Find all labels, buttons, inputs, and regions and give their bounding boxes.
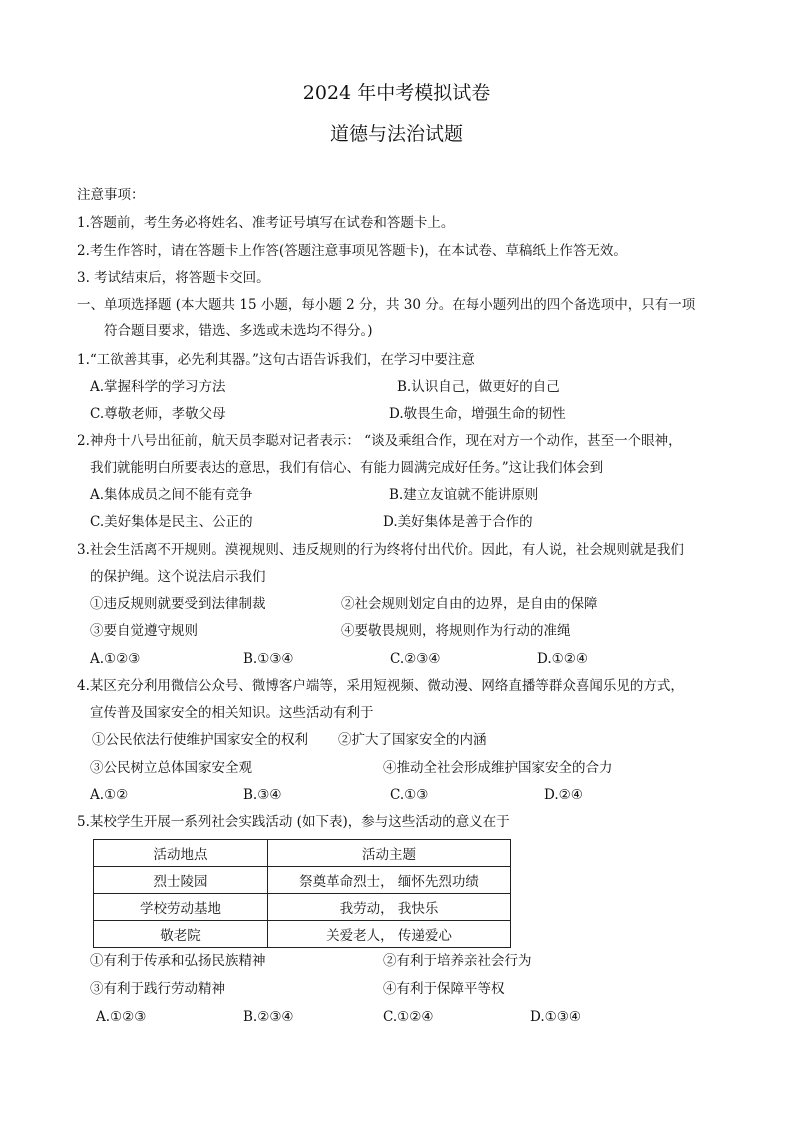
q3-option-c: C.②③④ (390, 651, 441, 667)
note-item-1: 1.答题前，考生务必将姓名、准考证号填写在试卷和答题卡上。 (77, 215, 455, 231)
q3-option-a: A.①②③ (90, 651, 141, 667)
table-cell: 学校劳动基地 (94, 894, 268, 921)
q5-option-d: D.①③④ (530, 1009, 581, 1025)
table-cell: 我劳动， 我快乐 (268, 894, 511, 921)
q3-statement-3: ③要自觉遵守规则 (90, 623, 198, 639)
q3-statement-2: ②社会规则划定自由的边界，是自由的保障 (341, 596, 598, 612)
q4-option-d: D.②④ (544, 787, 583, 803)
q2-option-d: D.美好集体是善于合作的 (383, 514, 533, 530)
q5-statement-2: ②有利于培养亲社会行为 (383, 953, 532, 969)
q1-option-d: D.敬畏生命，增强生命的韧性 (389, 406, 566, 422)
activity-table (93, 839, 511, 948)
q2-stem-line2: 我们就能明白所要表达的意思，我们有信心、有能力圆满完成好任务。”这让我们体会到 (90, 460, 604, 476)
table-cell: 关爱老人， 传递爱心 (268, 921, 511, 948)
note-item-2: 2.考生作答时，请在答题卡上作答(答题注意事项见答题卡)，在本试卷、草稿纸上作答无效。 (77, 243, 627, 259)
table-header-cell: 活动地点 (94, 840, 268, 867)
note-item-3: 3. 考试结束后，将答题卡交回。 (77, 270, 270, 286)
q5-option-b: B.②③④ (243, 1009, 294, 1025)
q4-statement-3: ③公民树立总体国家安全观 (90, 760, 252, 776)
table-cell: 祭奠革命烈士， 缅怀先烈功绩 (268, 867, 511, 894)
q1-option-a: A.掌握科学的学习方法 (90, 379, 226, 395)
table-cell: 烈士陵园 (94, 867, 268, 894)
q3-stem-line1: 3.社会生活离不开规则。漠视规则、违反规则的行为终将付出代价。因此，有人说，社会规则就是我们 (77, 542, 684, 558)
section-heading-line1: 一、单项选择题 (本大题共 15 小题，每小题 2 分，共 30 分。在每小题列出的四个备选项中，只有一项 (77, 297, 696, 313)
q5-stem: 5.某校学生开展一系列社会实践活动 (如下表)，参与这些活动的意义在于 (77, 814, 510, 830)
q4-option-a: A.①② (90, 787, 129, 803)
q3-stem-line2: 的保护绳。这个说法启示我们 (90, 569, 266, 585)
q5-statement-4: ④有利于保障平等权 (383, 981, 505, 997)
q2-stem-line1: 2.神舟十八号出征前，航天员李聪对记者表示： “谈及乘组合作，现在对方一个动作，甚至一个眼神， (77, 433, 682, 449)
q3-statement-4: ④要敬畏规则，将规则作为行动的准绳 (341, 623, 571, 639)
q5-statement-3: ③有利于践行劳动精神 (90, 981, 225, 997)
q3-option-d: D.①②④ (537, 651, 588, 667)
q5-statement-1: ①有利于传承和弘扬民族精神 (90, 953, 266, 969)
table-header-cell: 活动主题 (268, 840, 511, 867)
q4-option-b: B.③④ (243, 787, 282, 803)
table-row (94, 867, 511, 894)
q4-statement-4: ④推动全社会形成维护国家安全的合力 (383, 760, 613, 776)
q5-option-a: A.①②③ (96, 1009, 147, 1025)
q2-option-c: C.美好集体是民主、公正的 (90, 514, 253, 530)
q3-statement-1: ①违反规则就要受到法律制裁 (90, 596, 266, 612)
q2-option-b: B.建立友谊就不能讲原则 (389, 487, 539, 503)
q1-option-b: B.认识自己，做更好的自己 (397, 379, 560, 395)
table-row (94, 921, 511, 948)
section-heading-line2: 符合题目要求，错选、多选或未选均不得分。) (104, 323, 373, 339)
table-cell: 敬老院 (94, 921, 268, 948)
q4-option-c: C.①③ (390, 787, 429, 803)
q4-statement-1: ①公民依法行使维护国家安全的权利 (92, 732, 308, 748)
notes-heading: 注意事项： (77, 187, 145, 203)
q1-option-c: C.尊敬老师，孝敬父母 (90, 406, 226, 422)
q3-option-b: B.①③④ (243, 651, 294, 667)
q2-option-a: A.集体成员之间不能有竞争 (90, 487, 253, 503)
q4-stem-line2: 宣传普及国家安全的相关知识。这些活动有利于 (90, 705, 374, 721)
q4-statement-2: ②扩大了国家安全的内涵 (338, 732, 487, 748)
q5-option-c: C.①②④ (383, 1009, 434, 1025)
table-header-row (94, 840, 511, 867)
q1-stem: 1.“工欲善其事，必先利其器。”这句古语告诉我们，在学习中要注意 (77, 352, 475, 368)
exam-title: 2024 年中考模拟试卷 (302, 82, 491, 104)
table-row (94, 894, 511, 921)
exam-subtitle: 道德与法治试题 (329, 123, 463, 145)
q4-stem-line1: 4.某区充分利用微信公众号、微博客户端等，采用短视频、微动漫、网络直播等群众喜闻乐见的方式， (77, 678, 684, 694)
